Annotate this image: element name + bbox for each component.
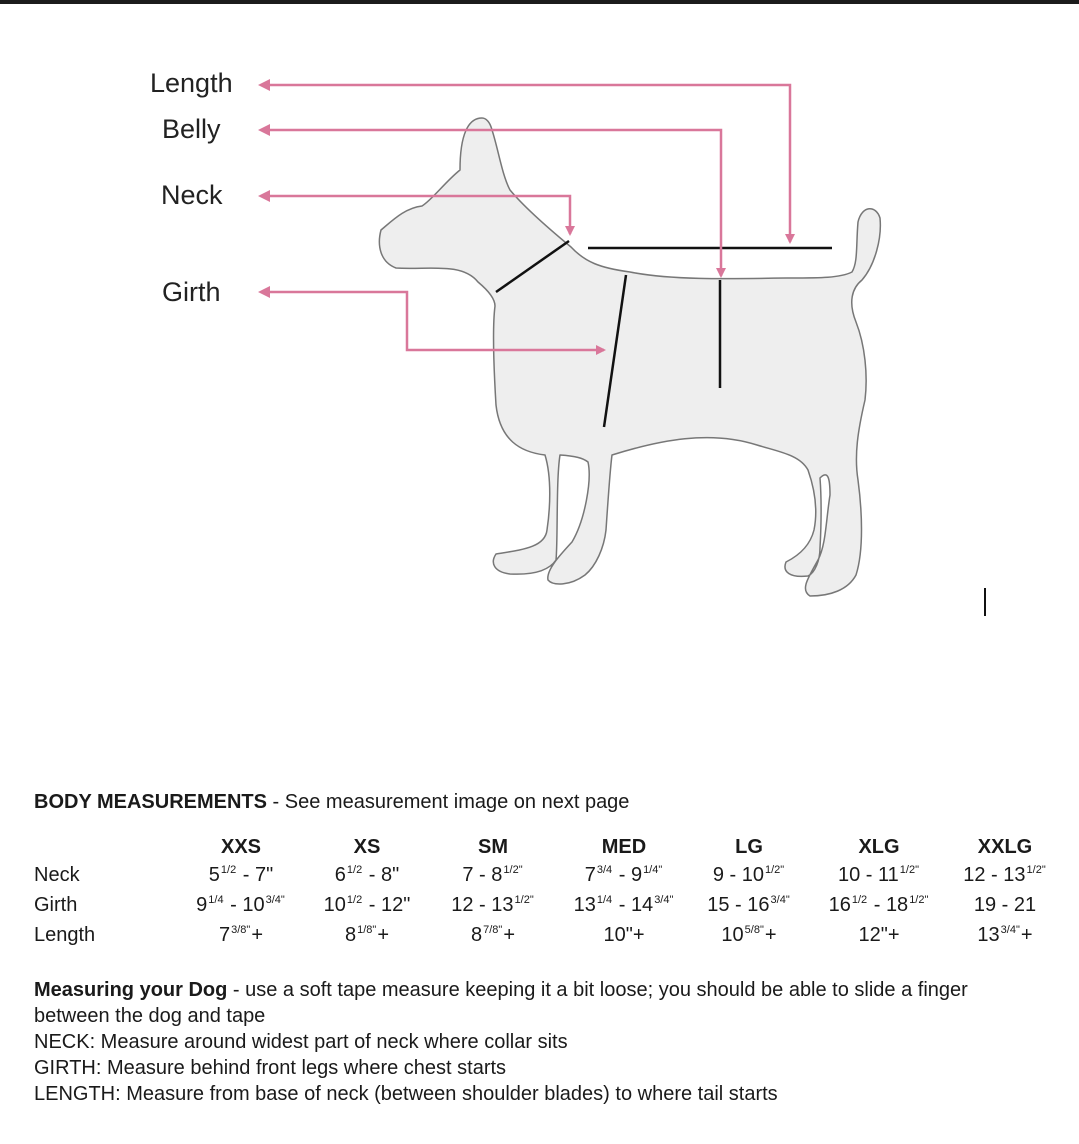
cell-length-med: 10"+ [603, 924, 645, 946]
size-header-med: MED [601, 836, 647, 858]
notes-girth: GIRTH: Measure behind front legs where chest starts [34, 1057, 507, 1079]
cell-length-sm: $8^{7/8"}+$ [470, 924, 515, 946]
girth-label: Girth [162, 277, 221, 307]
measuring-notes [34, 977, 1024, 1107]
length-arrowhead [258, 79, 270, 91]
cell-length-xlg: 12"+ [858, 924, 900, 946]
cell-girth-med: $13^{1/4} - 14^{3/4"}$ [573, 894, 674, 916]
cell-girth-sm: $12 - 13^{1/2"}$ [451, 894, 534, 916]
cell-girth-xlg: $16^{1/2} - 18^{1/2"}$ [828, 894, 929, 916]
cell-length-xxs: $7^{3/8"}+$ [218, 924, 263, 946]
size-header-xs: XS [353, 836, 381, 858]
size-header-lg: LG [735, 836, 763, 858]
cell-neck-med: $7^{3/4} - 9^{1/4"}$ [584, 864, 663, 886]
cell-neck-xxlg: $12 - 13^{1/2"}$ [963, 864, 1046, 886]
length-label: Length [150, 68, 233, 98]
cell-length-xs: $8^{1/8"}+$ [344, 924, 389, 946]
cell-girth-xxlg: 19 - 21 [973, 894, 1037, 916]
notes-neck: NECK: Measure around widest part of neck where collar sits [34, 1031, 568, 1053]
belly-label: Belly [162, 114, 221, 144]
measurements-title-bold: BODY MEASUREMENTS [34, 791, 267, 813]
notes-length: LENGTH: Measure from base of neck (between shoulder blades) to where tail starts [34, 1083, 778, 1105]
notes-intro [34, 977, 1024, 1029]
cell-girth-xs: $10^{1/2} - 12$" [323, 894, 411, 916]
row-label-length: Length [34, 924, 96, 946]
cell-length-lg: $10^{5/8"}+$ [721, 924, 777, 946]
text-cursor [984, 588, 986, 616]
dog-silhouette-icon [379, 118, 880, 596]
girth-arrowhead [258, 286, 270, 298]
cell-neck-xs: $6^{1/2} - 8$" [334, 864, 400, 886]
size-header-xxs: XXS [220, 836, 262, 858]
size-header-xlg: XLG [858, 836, 900, 858]
size-header-sm: SM [478, 836, 508, 858]
cell-length-xxlg: $13^{3/4"}+$ [977, 924, 1033, 946]
row-label-girth: Girth [34, 894, 78, 916]
neck-label: Neck [161, 180, 223, 210]
measurements-title-rest: - See measurement image on next page [267, 791, 630, 813]
notes-intro-bold: Measuring your Dog [34, 979, 228, 1001]
row-label-neck: Neck [34, 864, 80, 886]
cell-girth-xxs: $9^{1/4} - 10^{3/4"}$ [196, 894, 285, 916]
cell-neck-lg: $9 - 10^{1/2"}$ [712, 864, 785, 886]
cell-neck-xlg: $10 - 11^{1/2"}$ [838, 864, 919, 886]
notes-intro-rest: - use a soft tape measure keeping it a bit loose; you should be able to slide a finger between the dog and tape [34, 979, 968, 1027]
belly-arrowhead [258, 124, 270, 136]
cell-neck-sm: $7 - 8^{1/2"}$ [462, 864, 523, 886]
cell-girth-lg: $15 - 16^{3/4"}$ [707, 894, 790, 916]
measurements-title [34, 791, 629, 814]
cell-neck-xxs: $5^{1/2} - 7$" [208, 864, 274, 886]
neck-arrowhead [258, 190, 270, 202]
size-header-xxlg: XXLG [977, 836, 1033, 858]
